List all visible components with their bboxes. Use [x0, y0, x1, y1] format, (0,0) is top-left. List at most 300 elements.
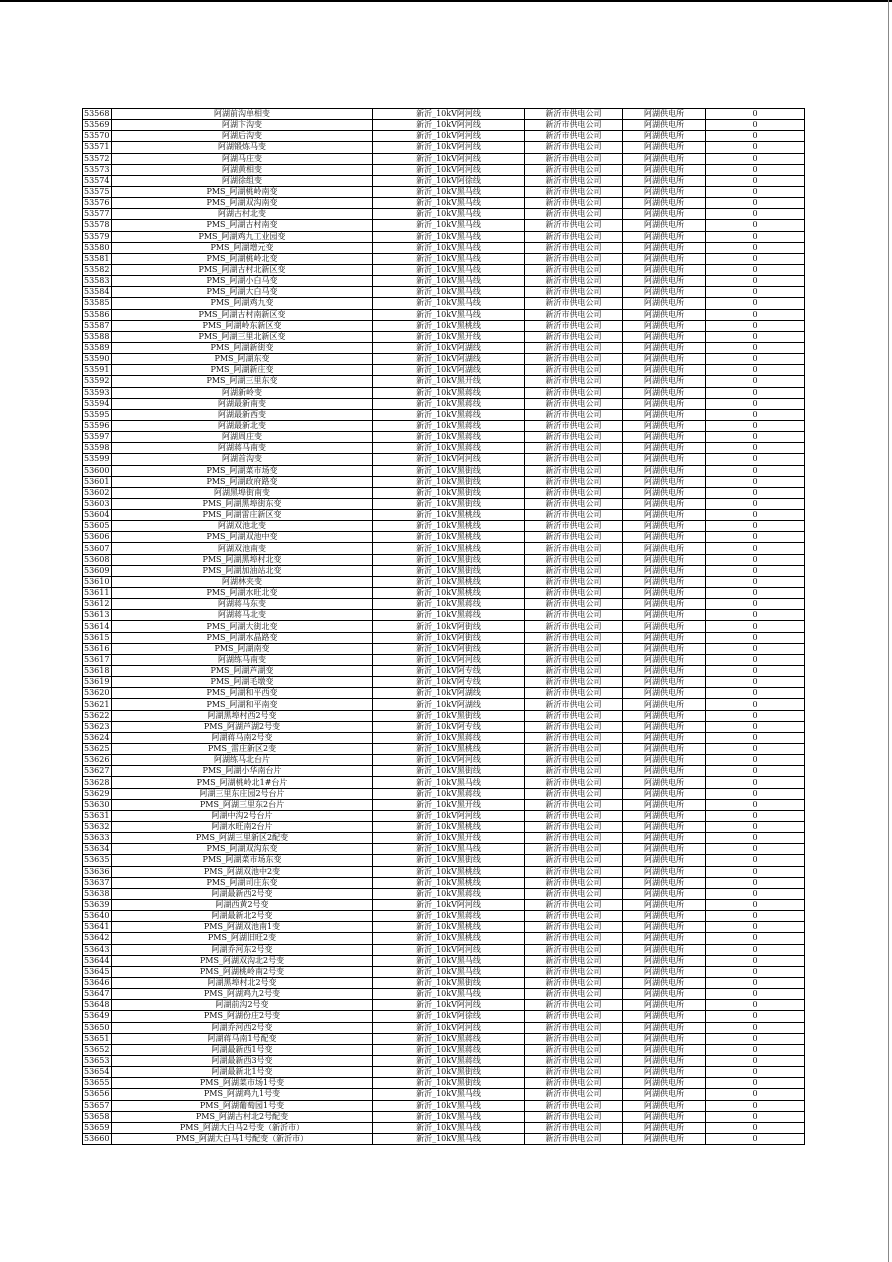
- row-id-cell: 53654: [83, 1067, 112, 1078]
- table-row: [83, 510, 805, 521]
- value-cell: 0: [706, 766, 805, 777]
- table-row: [83, 966, 805, 977]
- company-cell: 新沂市供电公司: [525, 721, 623, 732]
- row-id-cell: 53649: [83, 1011, 112, 1022]
- table-row: [83, 866, 805, 877]
- table-row: [83, 331, 805, 342]
- company-cell: 新沂市供电公司: [525, 1100, 623, 1111]
- station-cell: 阿湖供电所: [623, 1033, 706, 1044]
- substation-name-cell: PMS_阿湖增元变: [112, 242, 373, 253]
- table-row: [83, 298, 805, 309]
- substation-name-cell: PMS_阿湖古村北新区变: [112, 264, 373, 275]
- table-row: [83, 899, 805, 910]
- table-row: [83, 365, 805, 376]
- feeder-line-cell: 新沂_10kV黑马线: [373, 844, 525, 855]
- row-id-cell: 53606: [83, 532, 112, 543]
- substation-name-cell: 阿湖锻炼马变: [112, 142, 373, 153]
- table-row: [83, 476, 805, 487]
- value-cell: 0: [706, 732, 805, 743]
- feeder-line-cell: 新沂_10kV阿专线: [373, 721, 525, 732]
- feeder-line-cell: 新沂_10kV黑街线: [373, 977, 525, 988]
- value-cell: 0: [706, 1133, 805, 1144]
- company-cell: 新沂市供电公司: [525, 231, 623, 242]
- table-row: [83, 888, 805, 899]
- substation-name-cell: PMS_阿湖双池南1变: [112, 922, 373, 933]
- station-cell: 阿湖供电所: [623, 565, 706, 576]
- value-cell: 0: [706, 1055, 805, 1066]
- substation-name-cell: 阿湖最新北1号变: [112, 1067, 373, 1078]
- station-cell: 阿湖供电所: [623, 186, 706, 197]
- station-cell: 阿湖供电所: [623, 833, 706, 844]
- company-cell: 新沂市供电公司: [525, 833, 623, 844]
- value-cell: 0: [706, 977, 805, 988]
- substation-name-cell: PMS_阿湖三里东2台片: [112, 799, 373, 810]
- substation-name-cell: 阿湖乔河西2号变: [112, 1022, 373, 1033]
- feeder-line-cell: 新沂_10kV阿湖线: [373, 699, 525, 710]
- table-row: [83, 666, 805, 677]
- table-row: [83, 1089, 805, 1100]
- company-cell: 新沂市供电公司: [525, 510, 623, 521]
- company-cell: 新沂市供电公司: [525, 409, 623, 420]
- station-cell: 阿湖供电所: [623, 264, 706, 275]
- feeder-line-cell: 新沂_10kV黑蒋线: [373, 888, 525, 899]
- value-cell: 0: [706, 799, 805, 810]
- value-cell: 0: [706, 365, 805, 376]
- table-row: [83, 710, 805, 721]
- substation-name-cell: PMS_雷庄新区2变: [112, 744, 373, 755]
- table-row: [83, 432, 805, 443]
- value-cell: 0: [706, 666, 805, 677]
- feeder-line-cell: 新沂_10kV阿河线: [373, 810, 525, 821]
- substation-name-cell: 阿湖马庄变: [112, 153, 373, 164]
- substation-name-cell: PMS_阿湖鸡九工业园变: [112, 231, 373, 242]
- station-cell: 阿湖供电所: [623, 109, 706, 120]
- feeder-line-cell: 新沂_10kV黑桃线: [373, 521, 525, 532]
- station-cell: 阿湖供电所: [623, 643, 706, 654]
- station-cell: 阿湖供电所: [623, 1078, 706, 1089]
- station-cell: 阿湖供电所: [623, 989, 706, 1000]
- value-cell: 0: [706, 387, 805, 398]
- substation-name-cell: PMS_阿湖司庄东变: [112, 877, 373, 888]
- row-id-cell: 53595: [83, 409, 112, 420]
- row-id-cell: 53655: [83, 1078, 112, 1089]
- station-cell: 阿湖供电所: [623, 911, 706, 922]
- value-cell: 0: [706, 699, 805, 710]
- value-cell: 0: [706, 454, 805, 465]
- company-cell: 新沂市供电公司: [525, 977, 623, 988]
- feeder-line-cell: 新沂_10kV阿河线: [373, 944, 525, 955]
- value-cell: 0: [706, 465, 805, 476]
- value-cell: 0: [706, 320, 805, 331]
- feeder-line-cell: 新沂_10kV黑桃线: [373, 866, 525, 877]
- company-cell: 新沂市供电公司: [525, 164, 623, 175]
- feeder-line-cell: 新沂_10kV阿专线: [373, 666, 525, 677]
- table-row: [83, 109, 805, 120]
- feeder-line-cell: 新沂_10kV黑桃线: [373, 877, 525, 888]
- row-id-cell: 53610: [83, 576, 112, 587]
- table-row: [83, 755, 805, 766]
- company-cell: 新沂市供电公司: [525, 253, 623, 264]
- table-row: [83, 120, 805, 131]
- table-row: [83, 142, 805, 153]
- table-row: [83, 521, 805, 532]
- table-row: [83, 242, 805, 253]
- company-cell: 新沂市供电公司: [525, 186, 623, 197]
- value-cell: 0: [706, 209, 805, 220]
- feeder-line-cell: 新沂_10kV阿专线: [373, 677, 525, 688]
- substation-name-cell: PMS_阿湖葡萄园1号变: [112, 1100, 373, 1111]
- table-row: [83, 610, 805, 621]
- substation-name-cell: PMS_阿湖南变: [112, 643, 373, 654]
- station-cell: 阿湖供电所: [623, 721, 706, 732]
- station-cell: 阿湖供电所: [623, 276, 706, 287]
- table-row: [83, 799, 805, 810]
- value-cell: 0: [706, 510, 805, 521]
- station-cell: 阿湖供电所: [623, 164, 706, 175]
- company-cell: 新沂市供电公司: [525, 498, 623, 509]
- row-id-cell: 53617: [83, 654, 112, 665]
- station-cell: 阿湖供电所: [623, 1111, 706, 1122]
- company-cell: 新沂市供电公司: [525, 1078, 623, 1089]
- feeder-line-cell: 新沂_10kV黑马线: [373, 231, 525, 242]
- row-id-cell: 53598: [83, 443, 112, 454]
- substation-name-cell: 阿湖蒋马南2号变: [112, 732, 373, 743]
- row-id-cell: 53576: [83, 198, 112, 209]
- feeder-line-cell: 新沂_10kV黑马线: [373, 955, 525, 966]
- substation-name-cell: PMS_阿湖桃岭北变: [112, 253, 373, 264]
- company-cell: 新沂市供电公司: [525, 1055, 623, 1066]
- value-cell: 0: [706, 822, 805, 833]
- value-cell: 0: [706, 276, 805, 287]
- feeder-line-cell: 新沂_10kV黑开线: [373, 376, 525, 387]
- substation-name-cell: PMS_阿湖古村南新区变: [112, 309, 373, 320]
- table-row: [83, 688, 805, 699]
- row-id-cell: 53603: [83, 498, 112, 509]
- company-cell: 新沂市供电公司: [525, 777, 623, 788]
- table-row: [83, 1100, 805, 1111]
- row-id-cell: 53596: [83, 420, 112, 431]
- table-row: [83, 788, 805, 799]
- substation-name-cell: PMS_阿湖鸡九1号变: [112, 1089, 373, 1100]
- company-cell: 新沂市供电公司: [525, 643, 623, 654]
- table-row: [83, 810, 805, 821]
- substation-name-cell: PMS_阿湖鸡九2号变: [112, 989, 373, 1000]
- substation-name-cell: PMS_阿湖水旺北变: [112, 588, 373, 599]
- station-cell: 阿湖供电所: [623, 576, 706, 587]
- substation-name-cell: 阿湖蒋马东变: [112, 599, 373, 610]
- value-cell: 0: [706, 142, 805, 153]
- row-id-cell: 53650: [83, 1022, 112, 1033]
- station-cell: 阿湖供电所: [623, 1000, 706, 1011]
- table-row: [83, 989, 805, 1000]
- row-id-cell: 53604: [83, 510, 112, 521]
- row-id-cell: 53648: [83, 1000, 112, 1011]
- right-border-line: [888, 0, 889, 1262]
- substation-name-cell: PMS_阿湖双沟东变: [112, 844, 373, 855]
- row-id-cell: 53641: [83, 922, 112, 933]
- company-cell: 新沂市供电公司: [525, 1044, 623, 1055]
- station-cell: 阿湖供电所: [623, 476, 706, 487]
- value-cell: 0: [706, 498, 805, 509]
- row-id-cell: 53633: [83, 833, 112, 844]
- substation-name-cell: 阿湖最新西变: [112, 409, 373, 420]
- feeder-line-cell: 新沂_10kV阿河线: [373, 131, 525, 142]
- feeder-line-cell: 新沂_10kV黑桃线: [373, 510, 525, 521]
- row-id-cell: 53659: [83, 1122, 112, 1133]
- station-cell: 阿湖供电所: [623, 420, 706, 431]
- value-cell: 0: [706, 1067, 805, 1078]
- station-cell: 阿湖供电所: [623, 933, 706, 944]
- feeder-line-cell: 新沂_10kV黑开线: [373, 331, 525, 342]
- company-cell: 新沂市供电公司: [525, 588, 623, 599]
- feeder-line-cell: 新沂_10kV黑桃线: [373, 744, 525, 755]
- company-cell: 新沂市供电公司: [525, 543, 623, 554]
- feeder-line-cell: 新沂_10kV黑桃线: [373, 933, 525, 944]
- value-cell: 0: [706, 777, 805, 788]
- row-id-cell: 53578: [83, 220, 112, 231]
- feeder-line-cell: 新沂_10kV阿河线: [373, 1022, 525, 1033]
- row-id-cell: 53568: [83, 109, 112, 120]
- station-cell: 阿湖供电所: [623, 387, 706, 398]
- company-cell: 新沂市供电公司: [525, 242, 623, 253]
- company-cell: 新沂市供电公司: [525, 744, 623, 755]
- table-row: [83, 777, 805, 788]
- station-cell: 阿湖供电所: [623, 354, 706, 365]
- substation-name-cell: PMS_阿湖古村北2号配变: [112, 1111, 373, 1122]
- feeder-line-cell: 新沂_10kV阿河线: [373, 1000, 525, 1011]
- substation-name-cell: 阿湖古村北变: [112, 209, 373, 220]
- station-cell: 阿湖供电所: [623, 510, 706, 521]
- feeder-line-cell: 新沂_10kV黑马线: [373, 242, 525, 253]
- table-row: [83, 721, 805, 732]
- substation-name-cell: PMS_阿湖双池中变: [112, 532, 373, 543]
- substation-name-cell: PMS_阿湖大街北变: [112, 621, 373, 632]
- substation-name-cell: PMS_阿湖和平西变: [112, 688, 373, 699]
- feeder-line-cell: 新沂_10kV黑蒋线: [373, 398, 525, 409]
- station-cell: 阿湖供电所: [623, 1089, 706, 1100]
- station-cell: 阿湖供电所: [623, 521, 706, 532]
- substation-name-cell: 阿湖西黄2号变: [112, 899, 373, 910]
- station-cell: 阿湖供电所: [623, 621, 706, 632]
- substation-name-cell: 阿湖中沟2号台片: [112, 810, 373, 821]
- company-cell: 新沂市供电公司: [525, 209, 623, 220]
- value-cell: 0: [706, 298, 805, 309]
- substation-name-cell: 阿湖练马南变: [112, 654, 373, 665]
- substation-name-cell: PMS_阿湖桃岭南变: [112, 186, 373, 197]
- value-cell: 0: [706, 688, 805, 699]
- row-id-cell: 53611: [83, 588, 112, 599]
- row-id-cell: 53586: [83, 309, 112, 320]
- substation-name-cell: PMS_阿湖小华南台片: [112, 766, 373, 777]
- substation-name-cell: PMS_阿湖古村南变: [112, 220, 373, 231]
- row-id-cell: 53623: [83, 721, 112, 732]
- value-cell: 0: [706, 944, 805, 955]
- table-row: [83, 877, 805, 888]
- row-id-cell: 53580: [83, 242, 112, 253]
- row-id-cell: 53581: [83, 253, 112, 264]
- company-cell: 新沂市供电公司: [525, 966, 623, 977]
- value-cell: 0: [706, 855, 805, 866]
- feeder-line-cell: 新沂_10kV黑马线: [373, 1111, 525, 1122]
- row-id-cell: 53622: [83, 710, 112, 721]
- substation-name-cell: 阿湖黑埠村北2号变: [112, 977, 373, 988]
- feeder-line-cell: 新沂_10kV黑桃线: [373, 822, 525, 833]
- substation-name-cell: 阿湖前沟单相变: [112, 109, 373, 120]
- company-cell: 新沂市供电公司: [525, 276, 623, 287]
- substation-name-cell: 阿湖前沟2号变: [112, 1000, 373, 1011]
- value-cell: 0: [706, 242, 805, 253]
- company-cell: 新沂市供电公司: [525, 1111, 623, 1122]
- row-id-cell: 53653: [83, 1055, 112, 1066]
- company-cell: 新沂市供电公司: [525, 899, 623, 910]
- row-id-cell: 53642: [83, 933, 112, 944]
- table-row: [83, 309, 805, 320]
- table-row: [83, 465, 805, 476]
- value-cell: 0: [706, 476, 805, 487]
- table-row: [83, 621, 805, 632]
- row-id-cell: 53570: [83, 131, 112, 142]
- company-cell: 新沂市供电公司: [525, 565, 623, 576]
- substation-name-cell: 阿湖双池北变: [112, 521, 373, 532]
- feeder-line-cell: 新沂_10kV黑开线: [373, 799, 525, 810]
- table-row: [83, 844, 805, 855]
- feeder-line-cell: 新沂_10kV黑马线: [373, 276, 525, 287]
- value-cell: 0: [706, 866, 805, 877]
- station-cell: 阿湖供电所: [623, 253, 706, 264]
- station-cell: 阿湖供电所: [623, 688, 706, 699]
- row-id-cell: 53569: [83, 120, 112, 131]
- table-row: [83, 175, 805, 186]
- substation-name-cell: PMS_阿湖大白马2号变（新沂市）: [112, 1122, 373, 1133]
- value-cell: 0: [706, 654, 805, 665]
- station-cell: 阿湖供电所: [623, 365, 706, 376]
- station-cell: 阿湖供电所: [623, 777, 706, 788]
- table-row: [83, 1055, 805, 1066]
- row-id-cell: 53585: [83, 298, 112, 309]
- value-cell: 0: [706, 131, 805, 142]
- value-cell: 0: [706, 153, 805, 164]
- row-id-cell: 53629: [83, 788, 112, 799]
- company-cell: 新沂市供电公司: [525, 844, 623, 855]
- company-cell: 新沂市供电公司: [525, 320, 623, 331]
- table-row: [83, 732, 805, 743]
- row-id-cell: 53612: [83, 599, 112, 610]
- value-cell: 0: [706, 621, 805, 632]
- company-cell: 新沂市供电公司: [525, 1122, 623, 1133]
- value-cell: 0: [706, 989, 805, 1000]
- row-id-cell: 53646: [83, 977, 112, 988]
- row-id-cell: 53574: [83, 175, 112, 186]
- substation-name-cell: PMS_阿湖黑埠村北变: [112, 554, 373, 565]
- substation-name-cell: PMS_阿湖政府路变: [112, 476, 373, 487]
- row-id-cell: 53640: [83, 911, 112, 922]
- company-cell: 新沂市供电公司: [525, 654, 623, 665]
- station-cell: 阿湖供电所: [623, 443, 706, 454]
- value-cell: 0: [706, 565, 805, 576]
- company-cell: 新沂市供电公司: [525, 1000, 623, 1011]
- row-id-cell: 53597: [83, 432, 112, 443]
- company-cell: 新沂市供电公司: [525, 621, 623, 632]
- table-row: [83, 1133, 805, 1144]
- station-cell: 阿湖供电所: [623, 120, 706, 131]
- substation-name-cell: PMS_阿湖加油站北变: [112, 565, 373, 576]
- station-cell: 阿湖供电所: [623, 342, 706, 353]
- row-id-cell: 53657: [83, 1100, 112, 1111]
- row-id-cell: 53572: [83, 153, 112, 164]
- value-cell: 0: [706, 1078, 805, 1089]
- station-cell: 阿湖供电所: [623, 922, 706, 933]
- station-cell: 阿湖供电所: [623, 309, 706, 320]
- station-cell: 阿湖供电所: [623, 298, 706, 309]
- value-cell: 0: [706, 888, 805, 899]
- company-cell: 新沂市供电公司: [525, 443, 623, 454]
- value-cell: 0: [706, 487, 805, 498]
- company-cell: 新沂市供电公司: [525, 1089, 623, 1100]
- company-cell: 新沂市供电公司: [525, 153, 623, 164]
- value-cell: 0: [706, 309, 805, 320]
- company-cell: 新沂市供电公司: [525, 476, 623, 487]
- table-row: [83, 387, 805, 398]
- row-id-cell: 53591: [83, 365, 112, 376]
- substation-name-cell: PMS_阿湖大白马变: [112, 287, 373, 298]
- feeder-line-cell: 新沂_10kV阿河线: [373, 142, 525, 153]
- feeder-line-cell: 新沂_10kV阿徐线: [373, 175, 525, 186]
- station-cell: 阿湖供电所: [623, 142, 706, 153]
- row-id-cell: 53571: [83, 142, 112, 153]
- station-cell: 阿湖供电所: [623, 888, 706, 899]
- feeder-line-cell: 新沂_10kV黑蒋线: [373, 1033, 525, 1044]
- feeder-line-cell: 新沂_10kV黑街线: [373, 1078, 525, 1089]
- company-cell: 新沂市供电公司: [525, 220, 623, 231]
- row-id-cell: 53636: [83, 866, 112, 877]
- value-cell: 0: [706, 1033, 805, 1044]
- table-row: [83, 933, 805, 944]
- value-cell: 0: [706, 911, 805, 922]
- table-row: [83, 287, 805, 298]
- station-cell: 阿湖供电所: [623, 498, 706, 509]
- row-id-cell: 53613: [83, 610, 112, 621]
- row-id-cell: 53658: [83, 1111, 112, 1122]
- table-row: [83, 833, 805, 844]
- feeder-line-cell: 新沂_10kV黑蒋线: [373, 1055, 525, 1066]
- station-cell: 阿湖供电所: [623, 632, 706, 643]
- company-cell: 新沂市供电公司: [525, 131, 623, 142]
- company-cell: 新沂市供电公司: [525, 175, 623, 186]
- feeder-line-cell: 新沂_10kV阿街线: [373, 632, 525, 643]
- feeder-line-cell: 新沂_10kV黑马线: [373, 186, 525, 197]
- value-cell: 0: [706, 966, 805, 977]
- value-cell: 0: [706, 253, 805, 264]
- station-cell: 阿湖供电所: [623, 766, 706, 777]
- feeder-line-cell: 新沂_10kV黑马线: [373, 253, 525, 264]
- value-cell: 0: [706, 677, 805, 688]
- station-cell: 阿湖供电所: [623, 153, 706, 164]
- row-id-cell: 53583: [83, 276, 112, 287]
- table-row: [83, 766, 805, 777]
- feeder-line-cell: 新沂_10kV黑街线: [373, 554, 525, 565]
- substation-name-cell: PMS_阿湖岭东新区变: [112, 320, 373, 331]
- table-row: [83, 1033, 805, 1044]
- substation-name-cell: PMS_阿湖双沟北2号变: [112, 955, 373, 966]
- row-id-cell: 53600: [83, 465, 112, 476]
- row-id-cell: 53635: [83, 855, 112, 866]
- station-cell: 阿湖供电所: [623, 654, 706, 665]
- value-cell: 0: [706, 755, 805, 766]
- company-cell: 新沂市供电公司: [525, 810, 623, 821]
- value-cell: 0: [706, 398, 805, 409]
- company-cell: 新沂市供电公司: [525, 120, 623, 131]
- station-cell: 阿湖供电所: [623, 1011, 706, 1022]
